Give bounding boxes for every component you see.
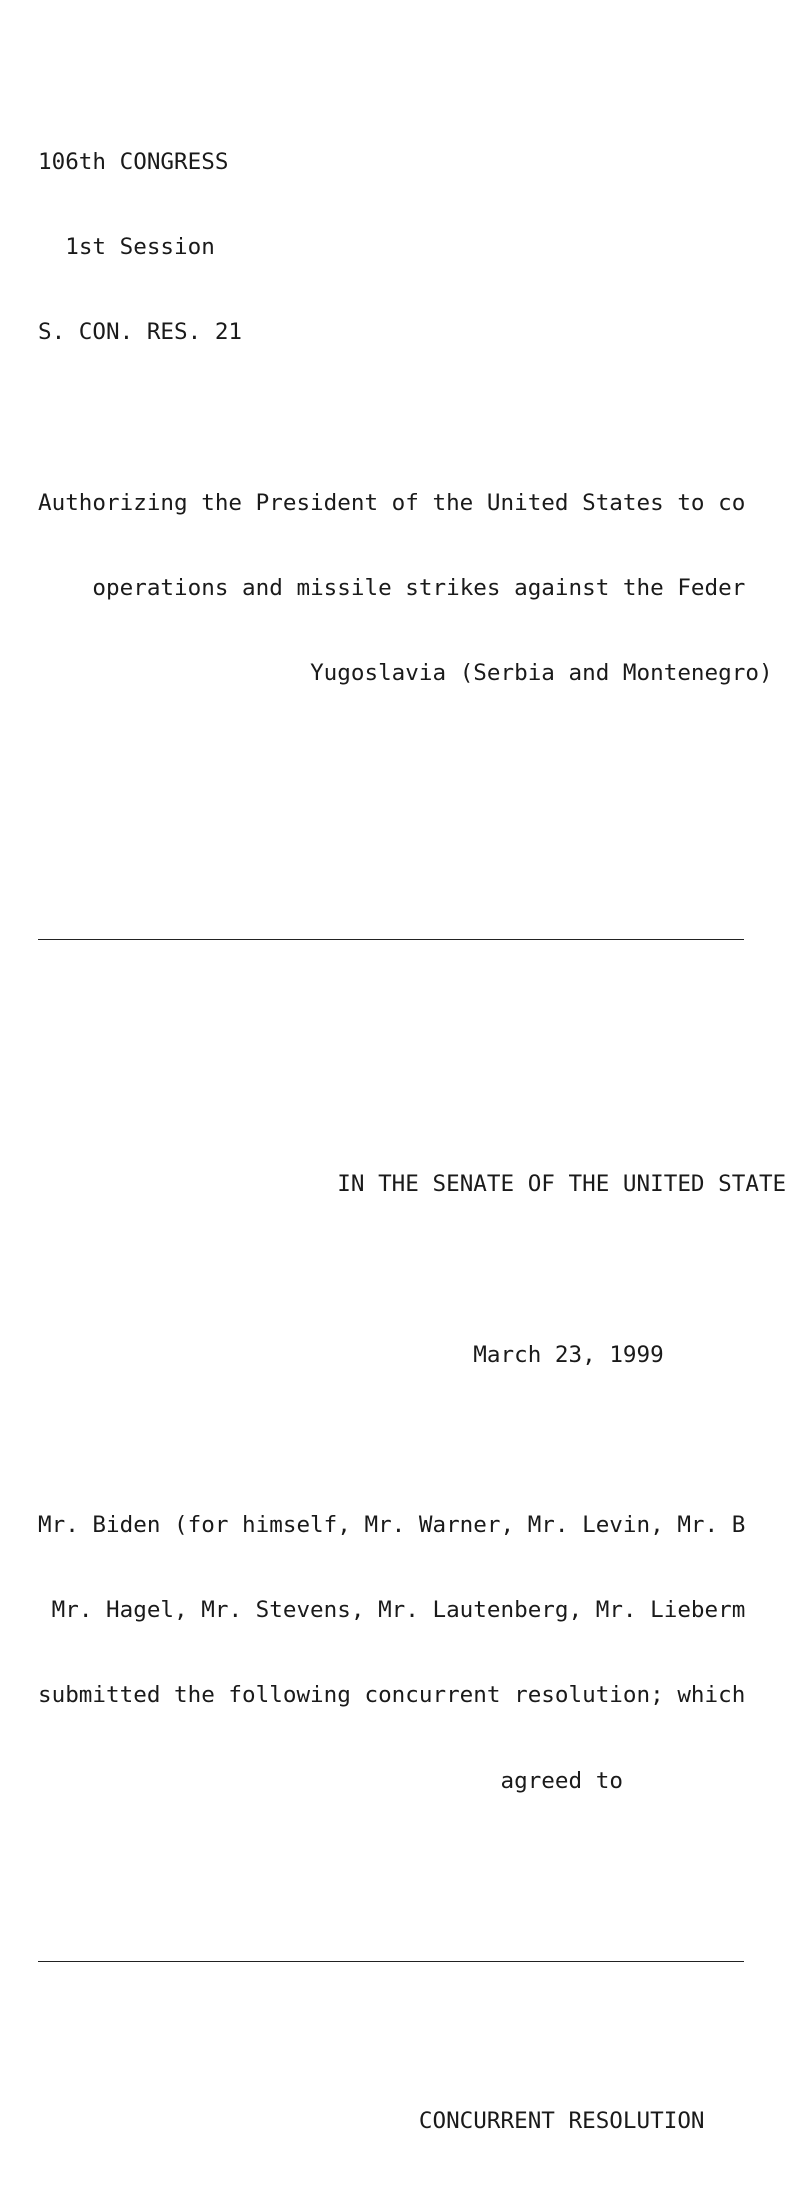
chamber-heading: IN THE SENATE OF THE UNITED STATE [337,1171,786,1198]
title-row-2 [38,574,744,602]
blank-line [38,1085,744,1113]
blank-line [38,744,744,772]
blank-line [38,1852,744,1880]
divider-row [38,1937,744,1965]
sponsor-row-2 [38,1596,744,1624]
sponsor-line-3: submitted the following concurrent resolution; which [38,1682,746,1709]
title-row-3 [38,659,773,687]
sponsor-line-1: Mr. Biden (for himself, Mr. Warner, Mr. Levin, Mr. B [38,1512,746,1539]
congress-label: 106th CONGRESS [38,148,229,175]
blank-line [38,1255,744,1283]
blank-line [38,829,744,857]
bill-document [38,91,786,2193]
section-heading-row [38,2107,744,2135]
horizontal-rule [38,1961,744,1962]
divider-row [38,915,744,943]
horizontal-rule [38,939,744,940]
session-label: 1st Session [65,234,215,261]
blank-line [38,1426,744,1454]
blank-line [38,403,744,431]
blank-line [38,1000,744,1028]
sponsor-row-4 [38,1767,744,1795]
resolution-number: S. CON. RES. 21 [38,319,243,346]
sponsor-line-4: agreed to [500,1767,623,1794]
date-row [38,1341,744,1369]
sponsor-line-2: Mr. Hagel, Mr. Stevens, Mr. Lautenberg, Mr. Lieberm [51,1597,746,1624]
date-label: March 23, 1999 [473,1341,664,1368]
document-viewport [38,91,786,2135]
session-row [38,233,744,261]
section-heading: CONCURRENT RESOLUTION [418,2108,705,2135]
title-line-3: Yugoslavia (Serbia and Montenegro) [310,660,773,687]
title-line-2: operations and missile strikes against the Feder [92,574,746,601]
chamber-row [38,1170,786,1198]
blank-line [38,2022,744,2050]
title-line-1: Authorizing the President of the United States to co [38,489,746,516]
